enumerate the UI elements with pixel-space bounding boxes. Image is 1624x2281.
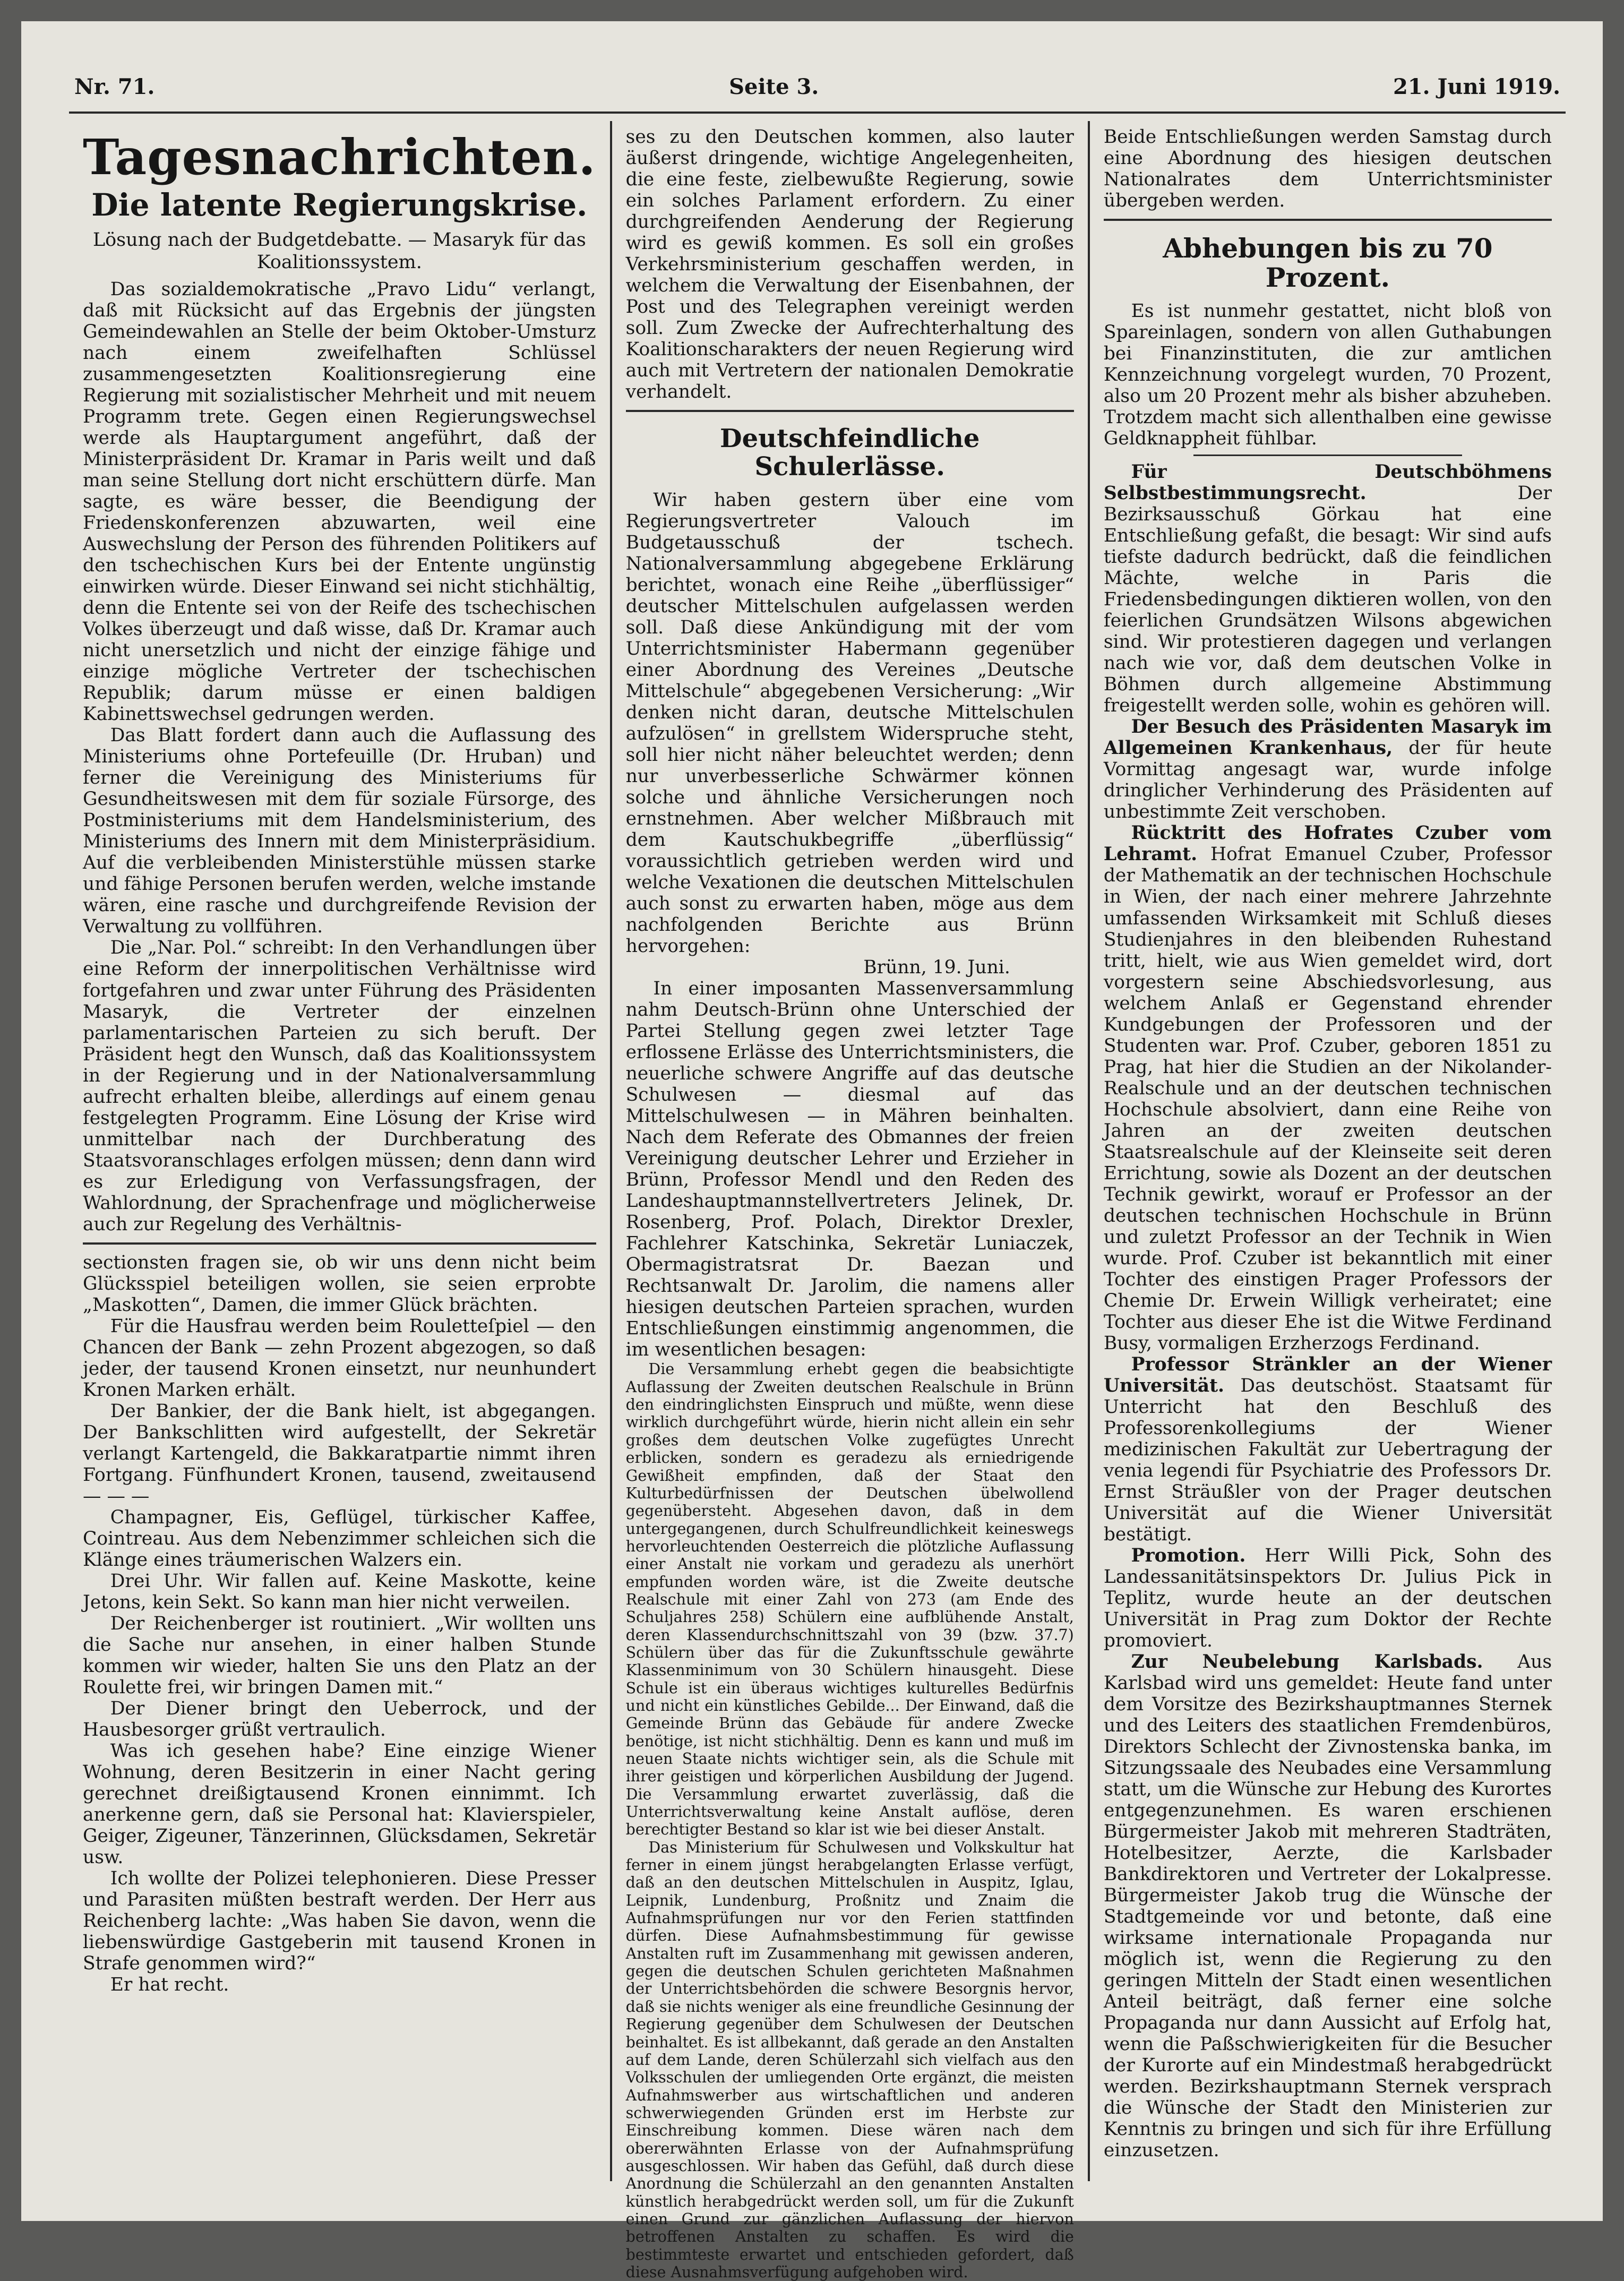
paragraph: Das Blatt fordert dann auch die Auflassung des Ministeriums ohne Portefeuille (Dr. Hruban) und ferner die Vereinigung des Ministeriums für Gesundheitswesen mit dem für soziale Fürsorge, des Postministeriums mit dem Handelsministerium, des Ministeriums des Innern mit dem Ministerpräsidium. Auf die verbleibenden Ministerstühle müssen starke und fähige Personen berufen werden, welche imstande wären, eine rasche und durchgreifende Revision der Verwaltung zu vollführen. <box>83 725 596 938</box>
news-item <box>1104 716 1552 822</box>
article-subtitle: Lösung nach der Budgetdebatte. — Masaryk für das Koalitionssystem. <box>92 229 586 273</box>
article-title: Deutschfeindliche Schulerlässe. <box>720 424 980 482</box>
news-runin: Professor Stränkler an der Wiener Universität. <box>1103 1353 1552 1396</box>
news-text: Aus Karlsbad wird uns gemeldet: Heute fand unter dem Vorsitze des Bezirkshauptmannes Sternek und des Leiters des staatlichen Fremdenbüros, Direktors Schlecht der Zivnostenska banka, im Sitzungssaale des Neubades eine Versammlung statt, um die Wünsche zur Hebung des Kurortes entgegenzunehmen. Es waren erschienen Bürgermeister Jakob mit mehreren Stadträten, Hotelbesitzer, Aerzte, die Karlsbader Bankdirektoren und Vertreter der Lokalpresse. Bürgermeister Jakob trug die Wünsche der Stadtgemeinde vor und betonte, daß eine wirksame internationale Propaganda nur möglich ist, wenn die Regierung zu den geringen Mitteln der Stadt einen wesentlichen Anteil beiträgt, daß ferner eine solche Propaganda nur dann Aussicht auf Erfolg hat, wenn die Paßschwierigkeiten für die Besucher der Kurorte auf ein Mindestmaß herabgedrückt werden. Bezirkshauptmann Sternek versprach die Wünsche der Stadt den Ministerien zur Kenntnis zu bringen und sich für ihre Erfüllung einzusetzen. <box>1103 1651 1552 2162</box>
news-text: Herr Willi Pick, Sohn des Landessanitätsinspektors Dr. Julius Pick in Teplitz, wurde heute an der deutschen Universität in Prag zum Doktor der Rechte promoviert. <box>1103 1545 1552 1652</box>
news-item <box>1104 1354 1552 1545</box>
issue-number: Nr. 71. <box>74 74 155 99</box>
news-runin: Rücktritt des Hofrates Czuber vom Lehramt. <box>1103 822 1552 865</box>
section-masthead: Tagesnachrichten. <box>83 128 596 186</box>
feuilleton-paragraph: Drei Uhr. Wir fallen auf. Keine Maskotte, keine Jetons, kein Sekt. So kann man hier nicht verweilen. <box>83 1570 596 1613</box>
feuilleton-paragraph: Champagner, Eis, Geflügel, türkischer Kaffee, Cointreau. Aus dem Nebenzimmer schleichen sich die Klänge eines träumerischen Walzers ein. <box>83 1506 596 1571</box>
news-runin: Zur Neubelebung Karlsbads. <box>1131 1651 1483 1673</box>
feuilleton-paragraph: Was ich gesehen habe? Eine einzige Wiener Wohnung, deren Besitzerin in einer Nacht gering gerechnet dreißigtausend Kronen einnimmt. Ich anerkenne gern, daß sie Personal hat: Klavierspieler, Geiger, Zigeuner, Tänzerinnen, Glücksdamen, Sekretär usw. <box>83 1740 596 1868</box>
paragraph: Beide Entschließungen werden Samstag durch eine Abordnung des hiesigen deutschen Nationalrates dem Unterrichtsminister übergeben werden. <box>1103 126 1552 212</box>
news-text: Der Bezirksausschuß Görkau hat eine Entschließung gefaßt, die besagt: Wir sind aufs tiefste dadurch bedrückt, daß die feindlichen Mächte, welche in Paris die Friedensbedingungen diktieren wollen, von den feierlichen Grundsätzen Wilsons abgewichen sind. Wir protestieren dagegen und verlangen nach wie vor, daß dem deutschen Volke in Böhmen durch allgemeine Abstimmung freigestellt werden solle, wohin es gehören will. <box>1103 483 1552 717</box>
article-title: Die latente Regierungskrise. <box>91 186 588 223</box>
news-item <box>1104 461 1552 716</box>
news-text: Das deutschöst. Staatsamt für Unterricht hat den Beschluß des Professorenkollegiums der Wiener medizinischen Fakultät zur Uebertragung der venia legendi für Psychiatrie des Professors Dr. Ernst Sträußler von der Prager deutschen Universität auf die Wiener Universität bestätigt. <box>1103 1375 1552 1545</box>
paragraph: Das sozialdemokratische „Pravo Lidu“ verlangt, daß mit Rücksicht auf das Ergebnis der jüngsten Gemeindewahlen an Stelle der beim Oktober-Umsturz nach einem zweifelhaften Schlüssel zusammengesetzten Koalitionsregierung eine Regierung mit sozialistischer Mehrheit und mit neuem Programm trete. Gegen einen Regierungswechsel werde als Hauptargument angeführt, daß der Ministerpräsident Dr. Kramar in Paris weilt und daß man seine Stellung dort nicht erschüttern dürfe. Man sagte, es wäre besser, die Beendigung der Friedenskonferenzen abzuwarten, weil eine Auswechslung der Person des führenden Politikers auf den tschechischen Kurs bei der Entente ungünstig einwirken würde. Dieser Einwand sei nicht stichhältig, denn die Entente sei von der Reife des tschechischen Volkes überzeugt und daß wisse, daß Dr. Kramar auch nicht unersetzlich und nicht der einzige fähige und einzige mögliche Vertreter der tschechischen Republik; darum müsse er einen baldigen Kabinettswechsel gedrungen werden. <box>83 278 596 725</box>
newspaper-page <box>21 21 1603 2281</box>
resolution-text: Das Ministerium für Schulwesen und Volkskultur hat ferner in einem jüngst herabgelangten Erlasse verfügt, daß an den deutschen Mittelschulen in Auspitz, Iglau, Leipnik, Lundenburg, Proßnitz und Znaim die Aufnahmsprüfungen nur vor den Ferien stattfinden dürfen. Diese Aufnahmsbestimmung für gewisse Anstalten ruft im Zusammenhang mit gewissen anderen, gegen die deutschen Schulen gerichteten Maßnahmen der Unterrichtsbehörden die schwere Besorgnis hervor, daß sie nichts weniger als eine freundliche Gesinnung der Regierung gegenüber dem Schulwesen der Deutschen beinhaltet. Es ist allbekannt, daß gerade an den Anstalten auf dem Lande, deren Schülerzahl sich vielfach aus den Volksschulen der umliegenden Orte ergänzt, die meisten Aufnahmswerber aus wirtschaftlichen und anderen schwerwiegenden Gründen erst im Herbste zur Einschreibung kommen. Diese wären nach dem obererwähnten Erlasse von der Aufnahmsprüfung ausgeschlossen. Wir haben das Gefühl, daß durch diese Anordnung die Schülerzahl an den genannten Anstalten künstlich herabgedrückt werden soll, um für die Zukunft einen Grund zur gänzlichen Auflassung der hiervon betroffenen Anstalten zu schaffen. Es wird die bestimmteste erwartet und entschieden gefordert, daß diese Ausnahmsverfügung aufgehoben wird. <box>625 1838 1074 2281</box>
column-2 <box>612 121 1088 2281</box>
article-title: Abhebungen bis zu 70 Prozent. <box>1163 233 1493 294</box>
resolution-text: Die Versammlung erhebt gegen die beabsichtigte Auflassung der Zweiten deutschen Realschule in Brünn den eindringlichsten Einspruch und müßte, wenn diese wirklich durchgeführt würde, hierin nicht allein ein sehr großes dem deutschen Volke zugefügtes Unrecht erblicken, sondern es geradezu als erniedrigende Gewißheit empfinden, daß der Staat den Kulturbedürfnissen der Deutschen übelwollend gegenübersteht. Abgesehen davon, daß in dem untergegangenen, durch Schulfreundlichkeit keineswegs hervorleuchtenden Oesterreich die plötzliche Auflassung einer Anstalt nie vorkam und geradezu als unerhört empfunden worden wäre, ist die Zweite deutsche Realschule mit einer Zahl von 273 (am Ende des Schuljahres 258) Schülern eine aufblühende Anstalt, deren Klassendurchschnittszahl von 39 (bzw. 37.7) Schülern über das für die Zukunftsschule gewährte Klassenminimum von 30 Schülern hinausgeht. Diese Schule ist ein überaus wichtiges kulturelles Bedürfnis und nicht ein künstliches Gebilde... Der Einwand, daß die Gemeinde Brünn das Gebäude für andere Zwecke benötige, ist nicht stichhältig. Denn es kann und muß im neuen Staate nichts wichtiger sein, als die Schule mit ihrer geistigen und körperlichen Ausbildung der Jugend. Die Versammlung erwartet zuverlässig, daß die Unterrichtsverwaltung keine Anstalt auflöse, deren berechtigter Bestand so klar ist wie bei dieser Anstalt. <box>625 1360 1074 1839</box>
paragraph: Die „Nar. Pol.“ schreibt: In den Verhandlungen über eine Reform der innerpolitischen Verhältnisse wird fortgefahren und zwar unter Führung des Präsidenten Masaryk, die Vertreter der einzelnen parlamentarischen Parteien zu sich beruft. Der Präsident hegt den Wunsch, daß das Koalitionssystem in der Regierung und in der Nationalversammlung aufrecht erhalten bleibe, allerdings auf einem genau festgelegten Programm. Eine Lösung der Krise wird unmittelbar nach der Durchberatung des Staatsvoranschlages erfolgen müssen; denn dann wird es zur Erledigung von Verfassungsfragen, der Wahlordnung, der Sprachenfrage und möglicherweise auch zur Regelung des Verhältnis- <box>83 937 596 1235</box>
news-runin: Promotion. <box>1131 1545 1246 1566</box>
feuilleton-paragraph: Der Diener bringt den Ueberrock, und der Hausbesorger grüßt vertraulich. <box>83 1698 596 1741</box>
paragraph: In einer imposanten Massenversammlung nahm Deutsch-Brünn ohne Unterschied der Partei Stellung gegen zwei letzter Tage erflossene Erlässe des Unterrichtsministers, die neuerliche schwere Angriffe auf das deutsche Schulwesen — diesmal auf das Mittelschulwesen — in Mähren beinhalten. Nach dem Referate des Obmannes der freien Vereinigung deutscher Lehrer und Erzieher in Brünn, Professor Mendl und den Reden des Landeshauptmannstellvertreters Jelinek, Dr. Rosenberg, Prof. Polach, Direktor Drexler, Fachlehrer Katschinka, Sekretär Luniaczek, Obermagistratsrat Dr. Baezan und Rechtsanwalt Dr. Jarolim, die namens aller hiesigen deutschen Parteien sprachen, wurden Entschließungen einstimmig angenommen, die im wesentlichen besagen: <box>625 978 1074 1361</box>
issue-date: 21. Juni 1919. <box>1393 74 1560 99</box>
section-divider <box>626 410 1074 412</box>
dateline: Brünn, 19. Juni. <box>863 957 1010 979</box>
feuilleton-paragraph: Der Reichenberger ist routiniert. „Wir wollten uns die Sache nur ansehen, in einer halben Stunde kommen wir wieder, halten Sie uns den Platz an der Roulette frei, wir bringen Damen mit.“ <box>83 1613 596 1698</box>
feuilleton-paragraph: Er hat recht. <box>110 1974 229 1996</box>
news-runin: Für Deutschböhmens Selbstbestimmungsrecht. <box>1103 461 1552 504</box>
column-1 <box>69 121 610 2181</box>
columns <box>69 121 1566 2281</box>
separator-dash <box>1193 455 1463 456</box>
page-number: Seite 3. <box>729 74 819 99</box>
paragraph: Es ist nunmehr gestattet, nicht bloß von Spareinlagen, sondern von allen Guthabungen bei Finanzinstituten, die zur amtlichen Kennzeichnung vorgelegt wurden, 70 Prozent, also um 20 Prozent mehr als bisher abzuheben. Trotzdem macht sich allenthalben eine gewisse Geldknappheit fühlbar. <box>1103 301 1552 450</box>
news-text: Hofrat Emanuel Czuber, Professor der Mathematik an der technischen Hochschule in Wien, der nach einer mehrere Jahrzehnte umfassenden Wirksamkeit mit Schluß dieses Studienjahres in den bleibenden Ruhestand tritt, hielt, wie aus Wien gemeldet wird, dort vorgestern seine Abschiedsvorlesung, aus welchem Anlaß er Gegenstand ehrender Kundgebungen der Professoren und der Studenten war. Prof. Czuber, geboren 1851 zu Prag, hat hier die Studien an der Nikolander-Realschule und an der deutschen technischen Hochschule absolviert, dann eine Reihe von Jahren an der zweiten deutschen Staatsrealschule auf der Kleinseite seit deren Errichtung, sowie als Dozent an der deutschen Technik gewirkt, worauf er Professor an der deutschen technischen Hochschule in Brünn und zuletzt Professor an der Technik in Wien wurde. Prof. Czuber ist bekanntlich mit einer Tochter des einstigen Prager Professors der Chemie Dr. Erwein Willigk verheiratet; eine Tochter aus dieser Ehe ist die Witwe Ferdinand Busy, vormaligen Erzherzogs Ferdinand. <box>1103 844 1552 1354</box>
news-item <box>1104 1651 1552 2161</box>
column-3 <box>1090 121 1566 2181</box>
news-runin: Der Besuch des Präsidenten Masaryk im Allgemeinen Krankenhaus, <box>1103 716 1552 759</box>
page-header <box>69 74 1566 114</box>
feuilleton-paragraph: Für die Hausfrau werden beim Rouletteſpiel — den Chancen der Bank — zehn Prozent abgezogen, so daß jeder, der tausend Kronen einsetzt, nur neunhundert Kronen Marken erhält. <box>83 1315 596 1401</box>
paragraph: ses zu den Deutschen kommen, also lauter äußerst dringende, wichtige Angelegenheiten, die eine feste, zielbewußte Regierung, sowie ein solches Parlament erfordern. Zu einer durchgreifenden Aenderung der Regierung wird es gewiß kommen. Es soll ein großes Verkehrsministerium geschaffen werden, in welchem die Verwaltung der Eisenbahnen, der Post und des Telegraphen vereinigt werden soll. Zum Zwecke der Aufrechterhaltung des Koalitionscharakters der neuen Regierung wird auch mit Vertretern der nationalen Demokratie verhandelt. <box>625 126 1074 403</box>
feuilleton-paragraph: Ich wollte der Polizei telephonieren. Diese Presser und Parasiten müßten bestraft werden. Der Herr aus Reichenberg lachte: „Was haben Sie davon, wenn die liebenswürdige Gastgeberin mit tausend Kronen in Strafe genommen wird?“ <box>83 1868 596 1975</box>
news-item <box>1104 1545 1552 1651</box>
feuilleton-paragraph: Der Bankier, der die Bank hielt, ist abgegangen. Der Bankschlitten wird aufgestellt, der Sekretär verlangt Kartengeld, die Bakkaratpartie nimmt ihren Fortgang. Fünfhundert Kronen, tausend, zweitausend — — — <box>83 1400 596 1507</box>
section-divider <box>1104 219 1552 221</box>
paragraph: Wir haben gestern über eine vom Regierungsvertreter Valouch im Budgetausschuß der tschech. Nationalversammlung abgegebene Erklärung berichtet, wonach eine Reihe „überflüssiger“ deutscher Mittelschulen aufgelassen werden soll. Daß diese Ankündigung mit der vom Unterrichtsminister Habermann gegenüber einer Abordnung des Vereines „Deutsche Mittelschule“ abgegebenen Versicherung: „Wir denken nicht daran, deutsche Mittelschulen aufzulösen“ in grellstem Widerspruche steht, soll hier nicht näher beleuchtet werden; denn nur unverbesserliche Schwärmer können solche und ähnliche Versicherungen noch ernstnehmen. Aber welcher Mißbrauch mit dem Kautschukbegriffe „überflüssig“ voraussichtlich getrieben werden wird und welche Vexationen die deutschen Mittelschulen auch sonst zu erwarten haben, möge aus dem nachfolgenden Berichte aus Brünn hervorgehen: <box>625 489 1074 957</box>
section-divider <box>83 1242 596 1245</box>
news-text: der für heute Vormittag angesagt war, wurde infolge dringlicher Verhinderung des Präsidenten auf unbestimmte Zeit verschoben. <box>1103 738 1552 823</box>
feuilleton-paragraph: sectionsten fragen sie, ob wir uns denn nicht beim Glücksspiel beteiligen wollen, sie seien erprobte „Maskotten“, Damen, die immer Glück brächten. <box>83 1251 596 1316</box>
news-item <box>1104 822 1552 1353</box>
